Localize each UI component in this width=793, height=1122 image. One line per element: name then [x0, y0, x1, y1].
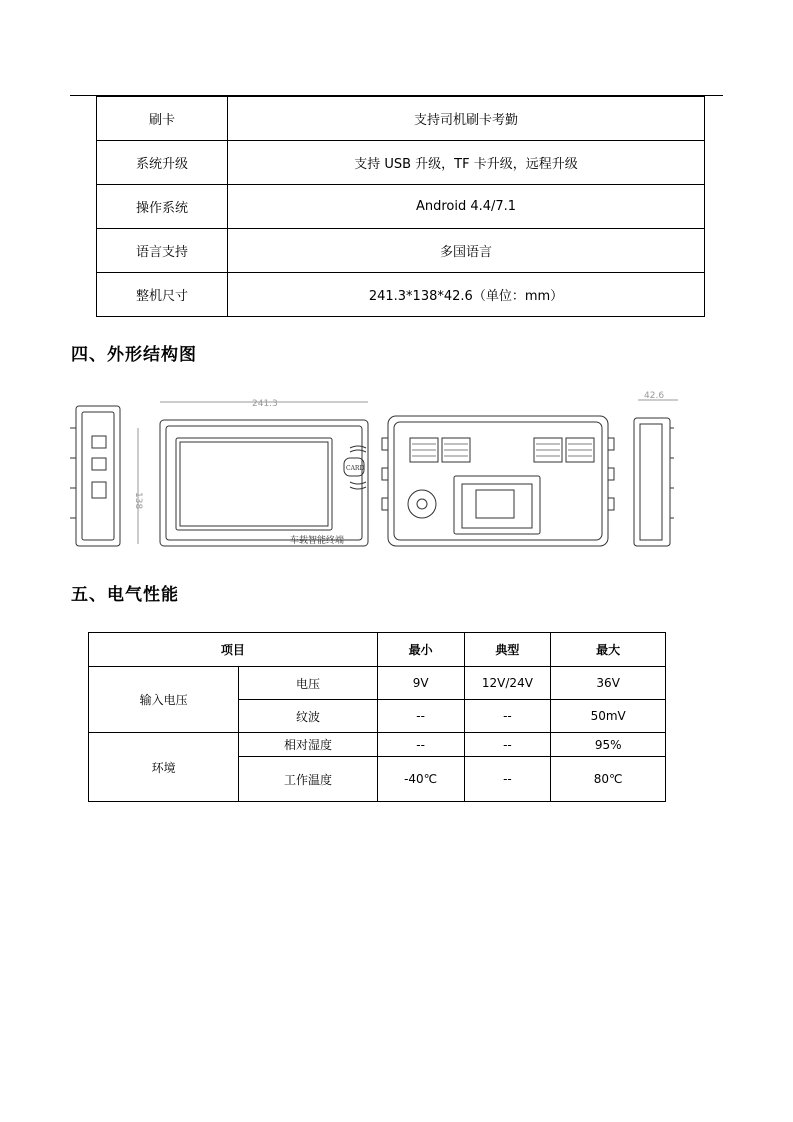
dim-height-label: 138: [133, 492, 143, 510]
value-typ: --: [464, 700, 551, 733]
bezel-label: 车载智能终端: [290, 536, 345, 546]
card-label: CARD: [346, 465, 365, 472]
spec-key: 整机尺寸: [97, 273, 228, 317]
value-max: 95%: [551, 733, 666, 757]
spec-value: 支持司机刷卡考勤: [228, 97, 705, 141]
table-row: [97, 229, 705, 273]
table-row: [97, 185, 705, 229]
spec-value: Android 4.4/7.1: [228, 185, 705, 229]
side-view-left: [70, 406, 120, 546]
table-row: [89, 667, 666, 700]
table-row: [97, 273, 705, 317]
dim-depth-label: 42.6: [644, 391, 665, 401]
table-row: [97, 97, 705, 141]
header-max: 最大: [551, 633, 666, 667]
rear-view: [382, 416, 614, 546]
value-max: 50mV: [551, 700, 666, 733]
header-item: 项目: [89, 633, 378, 667]
spec-value: 241.3*138*42.6（单位：mm）: [228, 273, 705, 317]
header-min: 最小: [377, 633, 464, 667]
table-header-row: [89, 633, 666, 667]
value-max: 36V: [551, 667, 666, 700]
electrical-table: [88, 632, 666, 802]
spec-key: 刷卡: [97, 97, 228, 141]
vent-lines: [412, 444, 592, 456]
value-min: --: [377, 700, 464, 733]
param-name: 相对湿度: [239, 733, 377, 757]
group-name: 环境: [89, 733, 239, 802]
spec-key: 操作系统: [97, 185, 228, 229]
param-name: 工作温度: [239, 757, 377, 802]
front-view: [138, 402, 368, 546]
spec-value: 支持 USB 升级，TF 卡升级，远程升级: [228, 141, 705, 185]
value-min: -40℃: [377, 757, 464, 802]
table-row: [89, 733, 666, 757]
value-typ: 12V/24V: [464, 667, 551, 700]
dim-width-label: 241.3: [252, 399, 278, 409]
table-row: [97, 141, 705, 185]
spec-key: 语言支持: [97, 229, 228, 273]
value-typ: --: [464, 733, 551, 757]
group-name: 输入电压: [89, 667, 239, 733]
header-typ: 典型: [464, 633, 551, 667]
section-heading-shape: 四、外形结构图: [71, 345, 197, 365]
device-outline-drawing: [66, 388, 696, 558]
value-min: --: [377, 733, 464, 757]
param-name: 电压: [239, 667, 377, 700]
section-heading-electrical: 五、电气性能: [71, 585, 179, 605]
spec-table: [96, 96, 705, 317]
value-max: 80℃: [551, 757, 666, 802]
value-typ: --: [464, 757, 551, 802]
spec-key: 系统升级: [97, 141, 228, 185]
side-view-right: [634, 400, 678, 546]
value-min: 9V: [377, 667, 464, 700]
spec-value: 多国语言: [228, 229, 705, 273]
param-name: 纹波: [239, 700, 377, 733]
